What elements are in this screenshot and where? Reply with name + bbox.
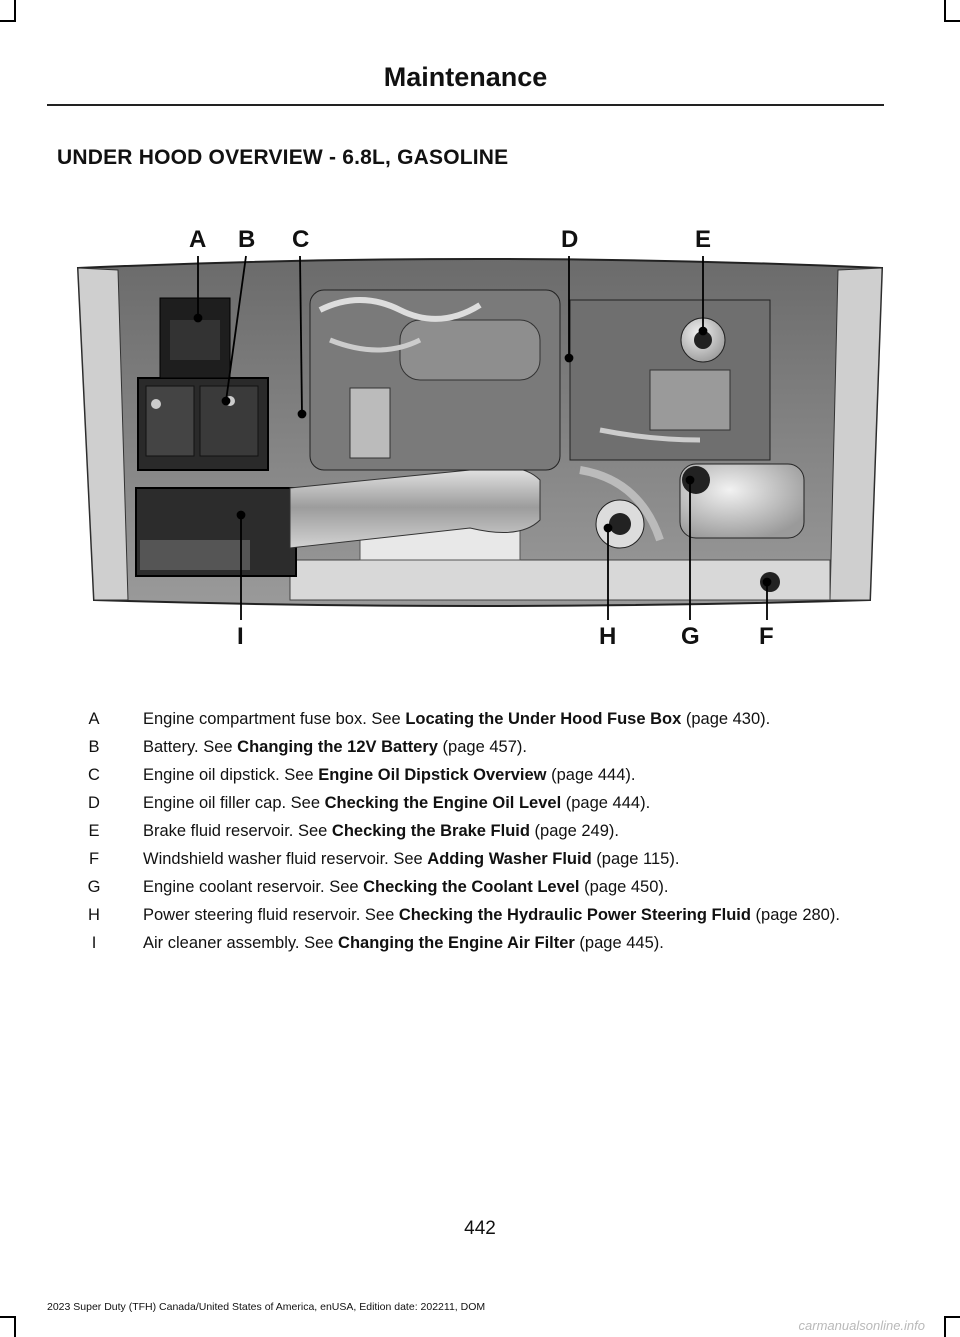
legend-text: Engine coolant reservoir. See Checking the Coolant Level (page 450).: [143, 878, 669, 896]
legend-text: Engine oil filler cap. See Checking the Engine Oil Level (page 444).: [143, 794, 651, 812]
legend-item: [56, 847, 886, 871]
callout-a: A: [189, 226, 207, 253]
legend-key: I: [91, 934, 97, 952]
crop-mark: [944, 1316, 946, 1337]
callout-b: B: [238, 226, 256, 253]
legend-text: Windshield washer fluid reservoir. See Adding Washer Fluid (page 115).: [143, 850, 680, 868]
footer-edition-text: 2023 Super Duty (TFH) Canada/United States of America, enUSA, Edition date: 202211, DOM: [47, 1301, 486, 1313]
legend-key: A: [88, 710, 100, 728]
page-header: Maintenance: [383, 62, 548, 92]
legend-item: [56, 903, 886, 927]
legend-link[interactable]: Engine Oil Dipstick Overview: [318, 766, 547, 784]
section-title: UNDER HOOD OVERVIEW - 6.8L, GASOLINE: [57, 146, 509, 169]
legend-link[interactable]: Changing the 12V Battery: [237, 738, 438, 756]
callout-f: F: [759, 623, 774, 650]
legend-item: [56, 875, 886, 899]
legend-key: G: [87, 878, 101, 896]
legend-item: [56, 819, 886, 843]
legend-key: H: [88, 906, 100, 924]
legend-key: F: [88, 850, 100, 868]
legend-link[interactable]: Checking the Brake Fluid: [331, 822, 530, 840]
legend-link[interactable]: Checking the Coolant Level: [363, 878, 580, 896]
crop-mark: [944, 1316, 960, 1318]
legend-key: C: [88, 766, 100, 784]
page-number: 442: [464, 1218, 496, 1239]
legend-item: [56, 931, 886, 955]
legend-text: Brake fluid reservoir. See Checking the Brake Fluid (page 249).: [143, 822, 619, 840]
legend-text: Engine oil dipstick. See Engine Oil Dipstick Overview (page 444).: [143, 766, 636, 784]
legend-text: Engine compartment fuse box. See Locating the Under Hood Fuse Box (page 430).: [143, 710, 771, 728]
legend-item: [56, 707, 886, 731]
crop-mark: [0, 1316, 16, 1318]
legend-link[interactable]: Changing the Engine Air Filter: [338, 934, 575, 952]
legend-item: [56, 791, 886, 815]
legend-key: B: [88, 738, 100, 756]
legend-link[interactable]: Checking the Engine Oil Level: [324, 794, 562, 812]
callout-i: I: [237, 623, 244, 650]
legend-link[interactable]: Adding Washer Fluid: [427, 850, 592, 868]
legend-item: [56, 735, 886, 759]
crop-mark: [14, 1316, 16, 1337]
legend-text: Battery. See Changing the 12V Battery (page 457).: [143, 738, 527, 756]
legend-link[interactable]: Locating the Under Hood Fuse Box: [405, 710, 682, 728]
callout-e: E: [695, 226, 712, 253]
callout-c: C: [292, 226, 310, 253]
legend-key: E: [88, 822, 100, 840]
legend-link[interactable]: Checking the Hydraulic Power Steering Fluid: [398, 906, 751, 924]
callout-g: G: [681, 623, 700, 650]
legend-text: Air cleaner assembly. See Changing the Engine Air Filter (page 445).: [143, 934, 664, 952]
callout-h: H: [599, 623, 617, 650]
callout-d: D: [561, 226, 579, 253]
legend-item: [56, 763, 886, 787]
watermark: carmanualsonline.info: [798, 1318, 925, 1333]
legend-key: D: [88, 794, 100, 812]
legend-text: Power steering fluid reservoir. See Checking the Hydraulic Power Steering Fluid (page 280).: [143, 906, 840, 924]
legend-list: [56, 707, 886, 959]
